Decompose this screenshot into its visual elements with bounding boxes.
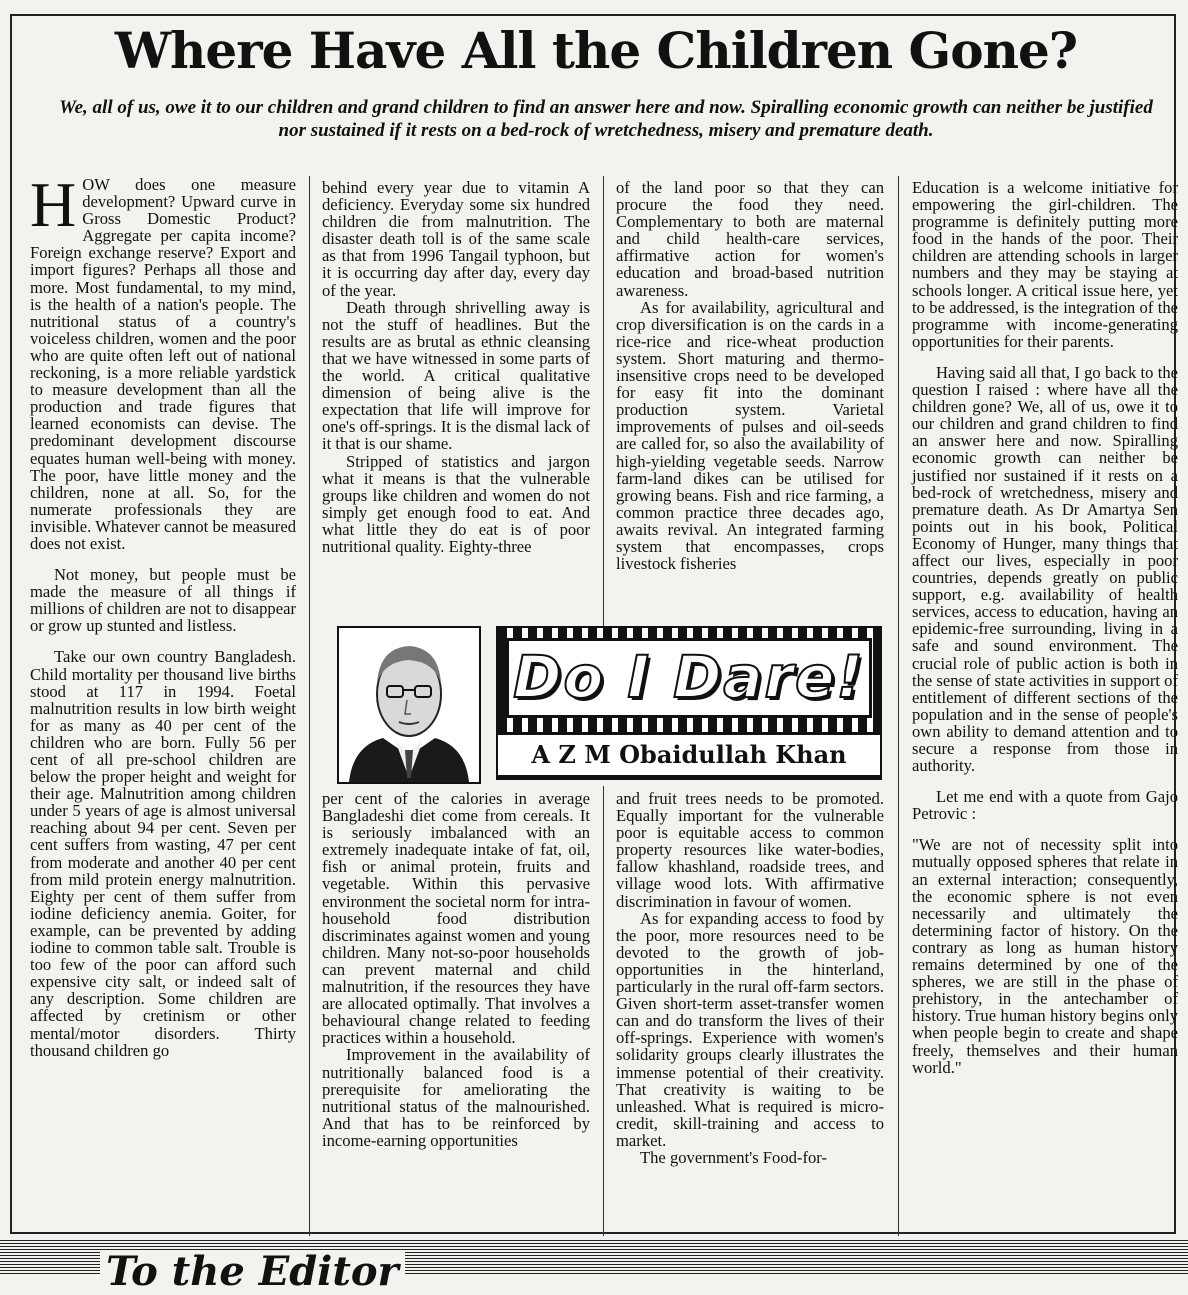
column-3-top <box>616 179 884 572</box>
column-rule <box>603 176 604 626</box>
column-2-top <box>322 179 590 555</box>
paragraph: Take our own country Bangladesh. Child mortality per thousand live births stood at 117 in 1994. Foetal malnutrition results in low birth weight for as many as 40 per cent of the children who are born. Fully 56 per cent of all pre-school children are below the proper height and weight for their age. Malnutrition among children under 5 years of age is almost universal reaching about 94 per cent. Seven per cent suffers from wasting, 47 per cent from moderate and another 40 per cent from mild protein energy malnutrition. Eighty per cent of them suffer from iodine deficiency anemia. Goiter, for example, can be prevented by adding iodine to common table salt. Trouble is too few of the poor can afford such expensive city salt, or indeed salt of any description. Some children are affected by cretinism or other mental/motor disorders. Thirty thousand children go <box>30 647 296 1060</box>
paragraph: Not money, but people must be made the measure of all things if millions of children are not to disappear or grow up stunted and listless. <box>30 565 296 636</box>
author-name: A Z M Obaidullah Khan <box>498 732 880 778</box>
paragraph: Stripped of statistics and jargon what it means is that the vulnerable groups like children and women do not simply get enough food to eat. And what little they do eat is of poor nutritional quality. Eighty-three <box>322 451 590 556</box>
column-4 <box>912 179 1178 1076</box>
column-title: Do I Dare! <box>506 638 872 718</box>
next-section-heading: To the Editor <box>100 1252 405 1292</box>
column-2-bottom <box>322 790 590 1149</box>
column-rule <box>898 176 899 1236</box>
paragraph: Having said all that, I go back to the question I raised : where have all the children gone? We, all of us, owe it to our children and grand children to find an answer here and now. Spiralling economic growth can neither be justified nor sustained if it rests on a bed-rock of wretchedness, misery and premature death. As Dr Amartya Sen points out in his book, Political Economy of Hunger, many things that affect our lives, especially in poor countries, depends greatly on public support, e.g. availability of health services, access to education, having an epidemic-free surrounding, living in a safe and sound environment. The crucial role of public action is both in the sense of state activities in support of entitlement of different sections of the population and in the sense of people's own ability to demand attention and to secure a response from those in authority. <box>912 362 1178 776</box>
author-photo <box>337 626 481 784</box>
headline: Where Have All the Children Gone? <box>114 21 1078 80</box>
paragraph: HOW does one measure development? Upward curve in Gross Domestic Product? Aggregate per capita income? Foreign exchange reserve? Export and import figures? Perhaps all those and more. Most fundamental, to my mind, is the health of a nation's people. The nutritional status of a country's voiceless children, women and the poor who are quite often left out of national reckoning, is a more reliable yardstick to measure development than all the production and trade figures that learned economists can devise. The predominant development discourse equates human well-being with money. The poor, have little money and the children, none at all. So, for the numerate professionals they are invisible. Whatever cannot be measured does not exist. <box>30 169 296 553</box>
column-logo <box>496 626 882 780</box>
deck: We, all of us, owe it to our children and grand children to find an answer here and now. Spiralling economic growth can neither be justified nor sustained if it rests on a bed-rock of wretchedness, misery and premature death. <box>59 97 1153 141</box>
paragraph: of the land poor so that they can procure the food they need. Complementary to both are maternal and child health-care services, affirmative action for women's education and broad-based nutrition awareness. <box>616 178 884 300</box>
paragraph: The government's Food-for- <box>640 1147 827 1167</box>
paragraph: Let me end with a quote from Gajo Petrovic : <box>912 787 1178 824</box>
paragraph: and fruit trees needs to be promoted. Equally important for the vulnerable poor is equitable access to common property resources like water-bodies, fallow khashland, roadside trees, and village wood lots. With affirmative discrimination in favour of women. <box>616 789 884 911</box>
paragraph: per cent of the calories in average Bangladeshi diet come from cereals. It is seriously imbalanced with an extremely inadequate intake of fat, oil, fish or animal protein, fruits and vegetable. Within this pervasive environment the societal norm for intra-household food distribution discriminates against women and young children. Many not-so-poor households can prevent maternal and child malnutrition, if the resources they have are allocated optimally. That involves a behavioural change related to feeding practices within a household. <box>322 789 590 1048</box>
column-rule <box>309 176 310 1236</box>
paragraph: Education is a welcome initiative for empowering the girl-children. The programme is definitely putting more food in the hands of the poor. Their children are attending schools in larger numbers and they may be staying at schools longer. A critical issue here, yet to be addressed, is the integration of the programme with income-generating opportunities for their parents. <box>912 178 1178 351</box>
paragraph: As for availability, agricultural and crop diversification is on the cards in a rice-rice and rice-wheat production system. Short maturing and thermo-insensitive crops need to be developed for easy fit into the dominant production system. Varietal improvements of pulses and oil-seeds are called for, so also the availability of high-yielding vegetable seeds. Narrow farm-land dikes can be utilised for growing beans. Fish and rice farming, a common practice three decades ago, awaits revival. An integrated farming system that encompasses, crops livestock fisheries <box>616 297 884 574</box>
column-3-bottom <box>616 790 884 1166</box>
paragraph: As for expanding access to food by the poor, more resources need to be devoted to the growth of job-opportunities in the hinterland, particularly in the rural off-farm sectors. Given short-term asset-transfer women can and do transform the lives of their off-springs. Experience with women's solidarity groups clearly illustrates the immense potential of their creativity. That creativity is waiting to be unleashed. What is required is micro-credit, skill-training and access to market. <box>616 908 884 1150</box>
quote-paragraph: "We are not of necessity split into mutually opposed spheres that relate in an external interaction; consequently, the economic sphere is not even necessarily and ultimately the determining factor of history. On the contrary as long as human history remains determined by one of the spheres, we are still in the phase of prehistory, in the antechamber of history. True human history begins only when people begin to create and shape freely, themselves and their human world." <box>912 835 1178 1077</box>
paragraph: behind every year due to vitamin A deficiency. Everyday some six hundred children die from malnutrition. The disaster death toll is of the same scale as that from 1996 Tangail typhoon, but it is occurring day after day, every day of the year. <box>322 178 590 300</box>
author-portrait-icon <box>339 628 479 782</box>
column-1 <box>30 169 296 1060</box>
paragraph: Improvement in the availability of nutritionally balanced food is a prerequisite for ameliorating the nutritional status of the malnourished. And that has to be reinforced by income-earning opportunities <box>322 1045 590 1150</box>
drop-cap: H <box>30 169 77 240</box>
paragraph: Death through shrivelling away is not the stuff of headlines. But the results are as brutal as ethnic cleansing that we have witnessed in some parts of the world. A critical qualitative dimension of being alive is the expectation that life will improve for one's off-springs. It is the dismal lack of it that is our shame. <box>322 297 590 454</box>
column-rule <box>603 786 604 1236</box>
